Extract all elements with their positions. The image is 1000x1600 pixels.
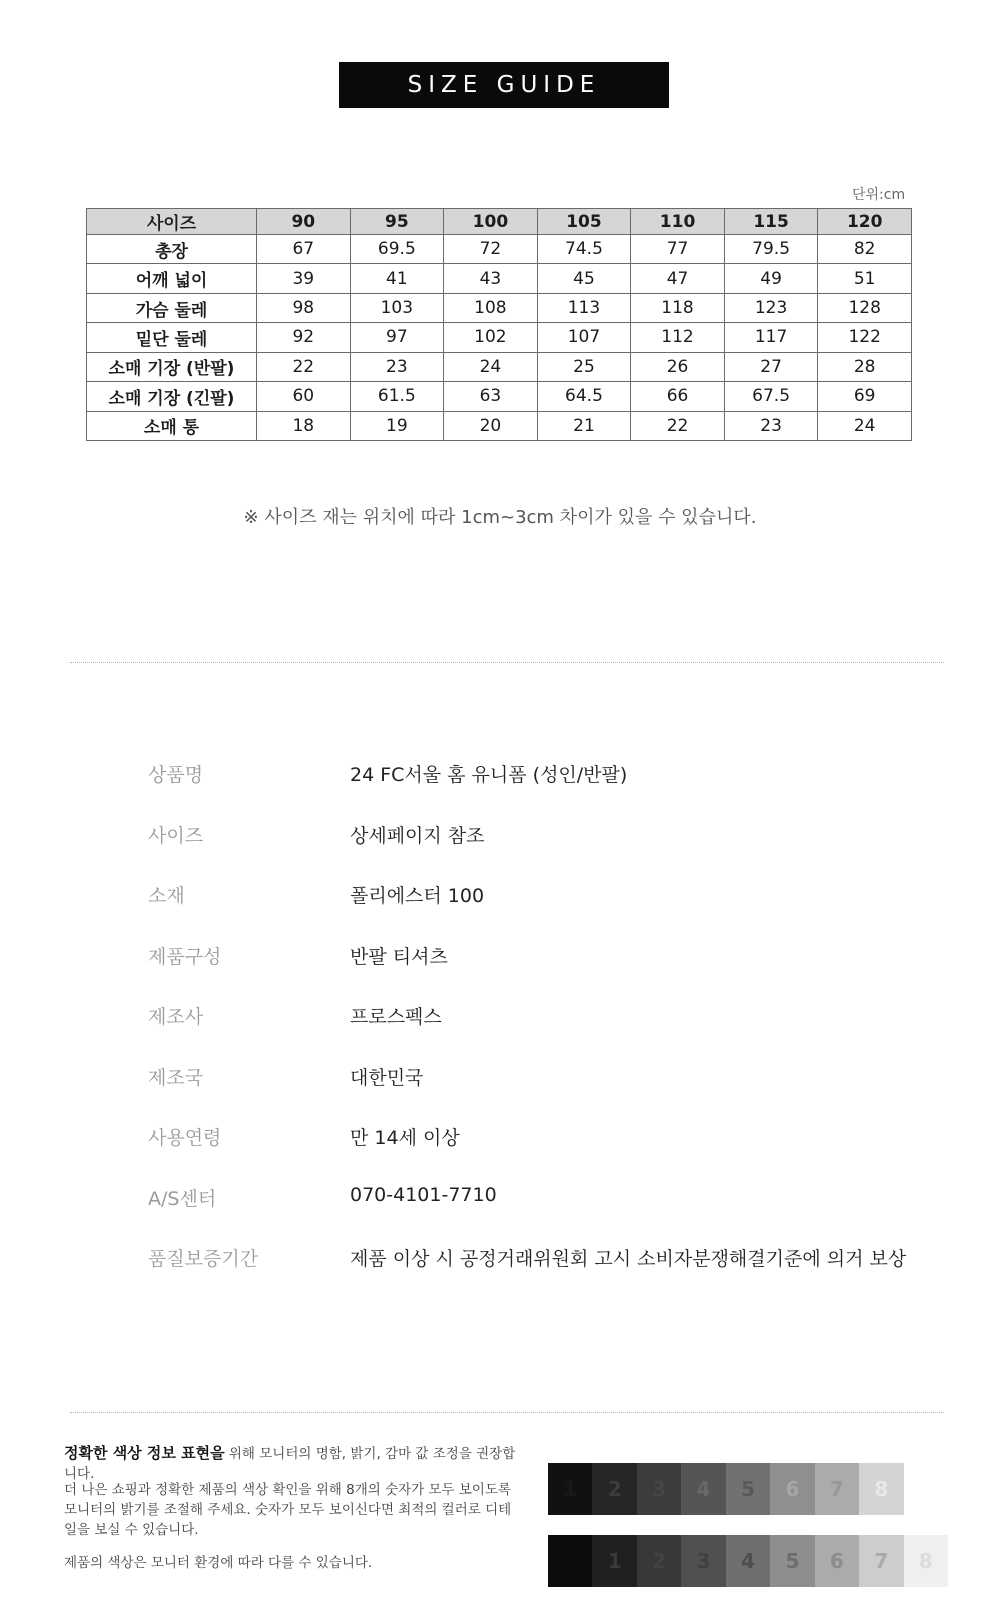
size-table-row [87, 235, 912, 264]
measurement-value: 79.5 [724, 235, 818, 264]
measurement-value: 118 [631, 293, 725, 322]
product-info-label: 제조국 [148, 1066, 204, 1089]
size-guide-banner [339, 62, 669, 108]
grayscale-swatch: 8 [904, 1535, 948, 1587]
product-info-value: 만 14세 이상 [350, 1127, 460, 1149]
product-info-label: 상품명 [148, 764, 204, 786]
product-info-row [0, 821, 1000, 851]
measurement-label: 소매 기장 (반팔) [87, 352, 257, 381]
grayscale-swatch: 4 [681, 1463, 725, 1515]
measurement-value: 117 [724, 323, 818, 352]
measurement-value: 27 [724, 352, 818, 381]
measurement-value: 41 [350, 264, 444, 293]
grayscale-swatch [904, 1463, 948, 1515]
size-column-100: 100 [444, 209, 538, 235]
measurement-label: 가슴 둘레 [87, 293, 257, 322]
measurement-value: 92 [257, 323, 351, 352]
product-info-label: 사용연령 [148, 1127, 222, 1149]
measurement-value: 25 [537, 352, 631, 381]
size-table-row [87, 352, 912, 381]
grayscale-swatch: 5 [726, 1463, 770, 1515]
product-info-label: 제조사 [148, 1006, 204, 1028]
grayscale-swatch: 6 [815, 1535, 859, 1587]
size-table-row [87, 293, 912, 322]
measurement-value: 102 [444, 323, 538, 352]
measurement-value: 69 [818, 382, 912, 411]
product-info-value: 프로스펙스 [350, 1006, 442, 1028]
measurement-value: 97 [350, 323, 444, 352]
size-column-110: 110 [631, 209, 725, 235]
measurement-value: 19 [350, 411, 444, 440]
size-column-115: 115 [724, 209, 818, 235]
measurement-value: 22 [257, 352, 351, 381]
measurement-value: 39 [257, 264, 351, 293]
measurement-value: 108 [444, 293, 538, 322]
measurement-value: 61.5 [350, 382, 444, 411]
product-info-label: 소재 [148, 885, 185, 907]
grayscale-swatch: 6 [770, 1463, 814, 1515]
measurement-value: 22 [631, 411, 725, 440]
measurement-value: 122 [818, 323, 912, 352]
size-table-header-row [87, 209, 912, 235]
product-info-row [0, 942, 1000, 972]
unit-label: 단위:cm [852, 187, 906, 203]
measurement-value: 24 [444, 352, 538, 381]
product-info-row [0, 1123, 1000, 1153]
product-info-label: A/S센터 [148, 1187, 217, 1210]
display-notice-footer: 제품의 색상은 모니터 환경에 따라 다를 수 있습니다. [64, 1555, 373, 1571]
grayscale-swatch: 1 [548, 1463, 592, 1515]
measurement-value: 51 [818, 264, 912, 293]
measurement-value: 98 [257, 293, 351, 322]
grayscale-swatch: 7 [859, 1535, 903, 1587]
display-notice-headline [64, 1443, 524, 1484]
display-notice-paragraph: 더 나은 쇼핑과 정확한 제품의 색상 확인을 위해 8개의 숫자가 모두 보이도록 모니터의 밝기를 조절해 주세요. 숫자가 모두 보이신다면 최적의 컬러로 디테일을 보실 수 있습니다. [64, 1482, 512, 1538]
size-column-120: 120 [818, 209, 912, 235]
measurement-value: 128 [818, 293, 912, 322]
measurement-label: 총장 [87, 235, 257, 264]
measurement-value: 64.5 [537, 382, 631, 411]
grayscale-swatch: 8 [859, 1463, 903, 1515]
measurement-value: 74.5 [537, 235, 631, 264]
measurement-label: 어깨 넓이 [87, 264, 257, 293]
measurement-value: 26 [631, 352, 725, 381]
measurement-value: 67.5 [724, 382, 818, 411]
size-table-row [87, 411, 912, 440]
measurement-label: 밑단 둘레 [87, 323, 257, 352]
product-info-value: 대한민국 [350, 1066, 424, 1089]
product-info-label: 품질보증기간 [148, 1248, 259, 1270]
measurement-value: 123 [724, 293, 818, 322]
measurement-value: 66 [631, 382, 725, 411]
display-notice-headline-rest: 위해 모니터의 명함, 밝기, 감마 값 조정을 권장합니다. [64, 1446, 516, 1482]
grayscale-swatch: 3 [637, 1463, 681, 1515]
grayscale-swatch: 5 [770, 1535, 814, 1587]
grayscale-swatch: 1 [592, 1535, 636, 1587]
grayscale-swatch: 4 [726, 1535, 770, 1587]
measurement-value: 72 [444, 235, 538, 264]
measurement-value: 45 [537, 264, 631, 293]
measurement-value: 63 [444, 382, 538, 411]
product-info-value: 제품 이상 시 공정거래위원회 고시 소비자분쟁해결기준에 의거 보상 [350, 1248, 907, 1270]
section-divider [70, 662, 944, 663]
section-divider [70, 1412, 944, 1413]
size-table [86, 208, 912, 441]
size-note: ※ 사이즈 재는 위치에 따라 1cm~3cm 차이가 있을 수 있습니다. [243, 507, 757, 528]
measurement-value: 23 [724, 411, 818, 440]
product-info-value: 폴리에스터 100 [350, 885, 485, 907]
product-info-row [0, 881, 1000, 911]
product-info-value: 24 FC서울 홈 유니폼 (성인/반팔) [350, 764, 628, 786]
grayscale-swatch [548, 1535, 592, 1587]
size-column-90: 90 [257, 209, 351, 235]
grayscale-swatch: 2 [592, 1463, 636, 1515]
grayscale-strip-top [548, 1463, 948, 1515]
grayscale-swatch: 7 [815, 1463, 859, 1515]
product-info-label: 제품구성 [148, 945, 222, 968]
product-info-row [0, 1244, 1000, 1274]
product-info-value: 반팔 티셔츠 [350, 945, 448, 968]
measurement-value: 21 [537, 411, 631, 440]
measurement-value: 67 [257, 235, 351, 264]
size-table-row [87, 264, 912, 293]
display-notice-headline-bold: 정확한 색상 정보 표현을 [64, 1444, 225, 1462]
grayscale-swatch: 3 [681, 1535, 725, 1587]
product-info-value: 070-4101-7710 [350, 1183, 497, 1206]
size-table-row [87, 323, 912, 352]
size-table-row [87, 382, 912, 411]
size-column-105: 105 [537, 209, 631, 235]
measurement-value: 82 [818, 235, 912, 264]
measurement-value: 60 [257, 382, 351, 411]
measurement-value: 103 [350, 293, 444, 322]
product-info-row [0, 1184, 1000, 1214]
product-info-row [0, 1002, 1000, 1032]
measurement-value: 43 [444, 264, 538, 293]
measurement-value: 49 [724, 264, 818, 293]
size-column-header: 사이즈 [87, 209, 257, 235]
measurement-value: 107 [537, 323, 631, 352]
size-guide-title: SIZE GUIDE [407, 72, 601, 98]
measurement-value: 28 [818, 352, 912, 381]
measurement-value: 47 [631, 264, 725, 293]
measurement-value: 18 [257, 411, 351, 440]
grayscale-strip-bottom [548, 1535, 948, 1587]
product-info-value: 상세페이지 참조 [350, 824, 485, 847]
size-column-95: 95 [350, 209, 444, 235]
product-info-label: 사이즈 [148, 824, 204, 847]
grayscale-swatch: 2 [637, 1535, 681, 1587]
product-info-row [0, 1063, 1000, 1093]
measurement-value: 77 [631, 235, 725, 264]
measurement-value: 24 [818, 411, 912, 440]
measurement-value: 23 [350, 352, 444, 381]
measurement-label: 소매 기장 (긴팔) [87, 382, 257, 411]
measurement-value: 20 [444, 411, 538, 440]
measurement-value: 69.5 [350, 235, 444, 264]
measurement-value: 113 [537, 293, 631, 322]
product-info-row [0, 760, 1000, 790]
measurement-label: 소매 통 [87, 411, 257, 440]
measurement-value: 112 [631, 323, 725, 352]
